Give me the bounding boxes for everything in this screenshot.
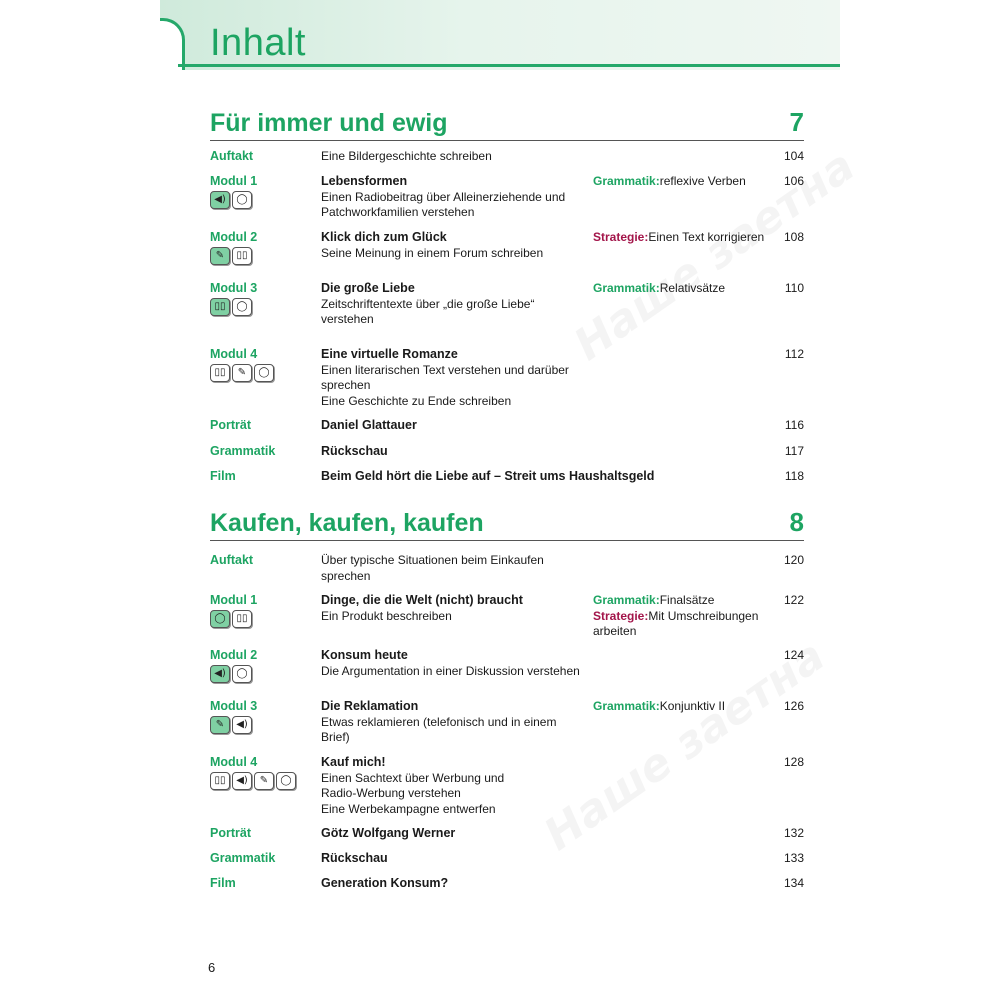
row-label: Modul 4 <box>210 755 258 769</box>
row-title: Rückschau <box>321 444 388 458</box>
page-ref: 108 <box>783 230 804 244</box>
row-description: Eine Werbekampagne entwerfen <box>321 801 496 816</box>
row-label: Porträt <box>210 826 251 840</box>
row-notes <box>593 699 773 715</box>
grammatik-key: Grammatik: <box>593 281 660 295</box>
row-description: Über typische Situationen beim Einkaufen <box>321 553 544 567</box>
row-label: Modul 1 <box>210 174 258 188</box>
strategie-text: Einen Text korrigieren <box>648 230 765 244</box>
grammatik-note <box>593 593 773 609</box>
speech-bubble-icon: ◯ <box>210 610 230 628</box>
row-title: Klick dich zum Glück <box>321 230 447 244</box>
page-ref: 112 <box>784 347 804 361</box>
row-notes <box>593 174 773 190</box>
row-description: Seine Meinung in einem Forum schreiben <box>321 245 544 260</box>
page-ref: 104 <box>783 149 804 163</box>
row-description: Patchworkfamilien verstehen <box>321 205 475 219</box>
row-title: Lebensformen <box>321 174 408 188</box>
row-label: Auftakt <box>210 553 254 567</box>
row-content <box>321 648 591 679</box>
grammatik-key: Grammatik: <box>593 699 660 713</box>
row-description: sprechen <box>321 568 371 583</box>
row-content <box>321 444 591 460</box>
row-label: Modul 3 <box>210 699 258 713</box>
page-ref: 116 <box>784 418 804 432</box>
page-ref: 124 <box>783 648 804 662</box>
row-title: Dinge, die die Welt (nicht) braucht <box>321 593 523 607</box>
row-description: Radio-Werbung verstehen <box>321 786 461 800</box>
row-title: Kauf mich! <box>321 755 386 769</box>
skill-icons <box>210 772 296 790</box>
row-label: Grammatik <box>210 444 276 458</box>
speech-bubble-icon: ◯ <box>232 298 252 316</box>
chapter-number: 7 <box>789 107 804 137</box>
grammatik-text: Konjunktiv II <box>659 699 726 713</box>
row-content <box>321 281 591 328</box>
speaker-icon: ◀) <box>232 772 252 790</box>
grammatik-text: Relativsätze <box>659 281 726 295</box>
row-description: Einen literarischen Text verstehen und darüber <box>321 362 569 377</box>
book-icon: ▯▯ <box>210 364 230 382</box>
speech-bubble-icon: ◯ <box>232 191 252 209</box>
row-title: Rückschau <box>321 851 388 865</box>
page-ref: 133 <box>783 851 804 865</box>
row-description: verstehen <box>321 312 374 326</box>
row-description: Ein Produkt beschreiben <box>321 608 452 623</box>
row-title: Daniel Glattauer <box>321 418 417 432</box>
row-label: Film <box>210 876 236 890</box>
chapter-number: 8 <box>789 507 804 537</box>
book-icon: ▯▯ <box>210 772 230 790</box>
pencil-icon: ✎ <box>210 247 230 265</box>
speaker-icon: ◀) <box>210 191 230 209</box>
grammatik-key: Grammatik: <box>593 174 660 188</box>
page-ref: 118 <box>784 469 804 483</box>
chapter-heading <box>210 500 804 541</box>
row-label: Film <box>210 469 236 483</box>
row-label: Grammatik <box>210 851 276 865</box>
skill-icons <box>210 610 252 628</box>
speech-bubble-icon: ◯ <box>254 364 274 382</box>
grammatik-text: reflexive Verben <box>659 174 746 188</box>
page-ref: 110 <box>784 281 804 295</box>
strategie-key: Strategie: <box>593 230 649 244</box>
row-label: Modul 2 <box>210 230 258 244</box>
toc-page <box>160 0 840 1000</box>
chapter-heading <box>210 100 804 141</box>
speaker-icon: ◀) <box>232 716 252 734</box>
grammatik-text: Finalsätze <box>659 593 715 607</box>
book-icon: ▯▯ <box>232 247 252 265</box>
row-label: Auftakt <box>210 149 254 163</box>
row-description: Brief) <box>321 730 350 744</box>
row-description: Eine Geschichte zu Ende schreiben <box>321 393 512 408</box>
grammatik-key: Grammatik: <box>593 593 660 607</box>
row-label: Porträt <box>210 418 251 432</box>
page-ref: 122 <box>783 593 804 607</box>
row-description: Zeitschriftentexte über „die große Liebe“ <box>321 296 535 311</box>
skill-icons <box>210 298 252 316</box>
header-curve <box>160 18 185 70</box>
pencil-icon: ✎ <box>232 364 252 382</box>
page-ref: 132 <box>783 826 804 840</box>
row-description: Einen Radiobeitrag über Alleinerziehende und <box>321 189 566 204</box>
page-ref: 126 <box>783 699 804 713</box>
page-ref: 117 <box>784 444 804 458</box>
row-label: Modul 2 <box>210 648 258 662</box>
book-icon: ▯▯ <box>210 298 230 316</box>
skill-icons <box>210 191 252 209</box>
chapter-title: Kaufen, kaufen, kaufen <box>210 509 484 537</box>
row-title: Eine virtuelle Romanze <box>321 347 458 361</box>
skill-icons <box>210 716 252 734</box>
row-content <box>321 347 591 409</box>
row-description: sprechen <box>321 378 371 392</box>
strategie-text: Mit Umschreibungen arbeiten <box>593 608 759 638</box>
grammatik-note <box>593 281 773 297</box>
row-description: Die Argumentation in einer Diskussion verstehen <box>321 663 580 678</box>
pencil-icon: ✎ <box>254 772 274 790</box>
chapter-title: Für immer und ewig <box>210 109 448 137</box>
speaker-icon: ◀) <box>210 665 230 683</box>
row-content <box>321 876 761 892</box>
row-content <box>321 755 591 817</box>
speech-bubble-icon: ◯ <box>276 772 296 790</box>
row-title: Generation Konsum? <box>321 876 449 890</box>
row-content <box>321 230 591 261</box>
strategie-note <box>593 609 773 640</box>
row-description: Etwas reklamieren (telefonisch und in einem <box>321 714 557 729</box>
skill-icons <box>210 665 252 683</box>
row-content <box>321 826 591 842</box>
pencil-icon: ✎ <box>210 716 230 734</box>
book-icon: ▯▯ <box>232 610 252 628</box>
speech-bubble-icon: ◯ <box>232 665 252 683</box>
row-content <box>321 469 761 485</box>
page-title: Inhalt <box>210 22 306 64</box>
row-notes <box>593 230 773 246</box>
row-notes <box>593 281 773 297</box>
page-ref: 134 <box>783 876 804 890</box>
row-content <box>321 174 591 221</box>
skill-icons <box>210 247 252 265</box>
page-number: 6 <box>208 960 216 975</box>
row-label: Modul 1 <box>210 593 258 607</box>
row-content <box>321 851 591 867</box>
row-content <box>321 553 591 584</box>
row-label: Modul 3 <box>210 281 258 295</box>
row-description: Einen Sachtext über Werbung und <box>321 770 505 785</box>
row-content <box>321 149 591 165</box>
row-content <box>321 593 591 624</box>
page-ref: 128 <box>783 755 804 769</box>
strategie-key: Strategie: <box>593 608 649 623</box>
grammatik-note <box>593 174 773 190</box>
row-content <box>321 418 591 434</box>
row-content <box>321 699 591 746</box>
row-description: Eine Bildergeschichte schreiben <box>321 149 492 163</box>
row-notes <box>593 593 773 640</box>
row-title: Die große Liebe <box>321 281 415 295</box>
row-title: Beim Geld hört die Liebe auf – Streit ums Haushaltsgeld <box>321 469 655 483</box>
row-title: Konsum heute <box>321 648 408 662</box>
header-band <box>160 0 840 70</box>
row-title: Die Reklamation <box>321 699 419 713</box>
row-label: Modul 4 <box>210 347 258 361</box>
skill-icons <box>210 364 274 382</box>
page-ref: 120 <box>783 553 804 567</box>
row-title: Götz Wolfgang Werner <box>321 826 456 840</box>
strategie-note <box>593 230 773 246</box>
grammatik-note <box>593 699 773 715</box>
page-ref: 106 <box>783 174 804 188</box>
